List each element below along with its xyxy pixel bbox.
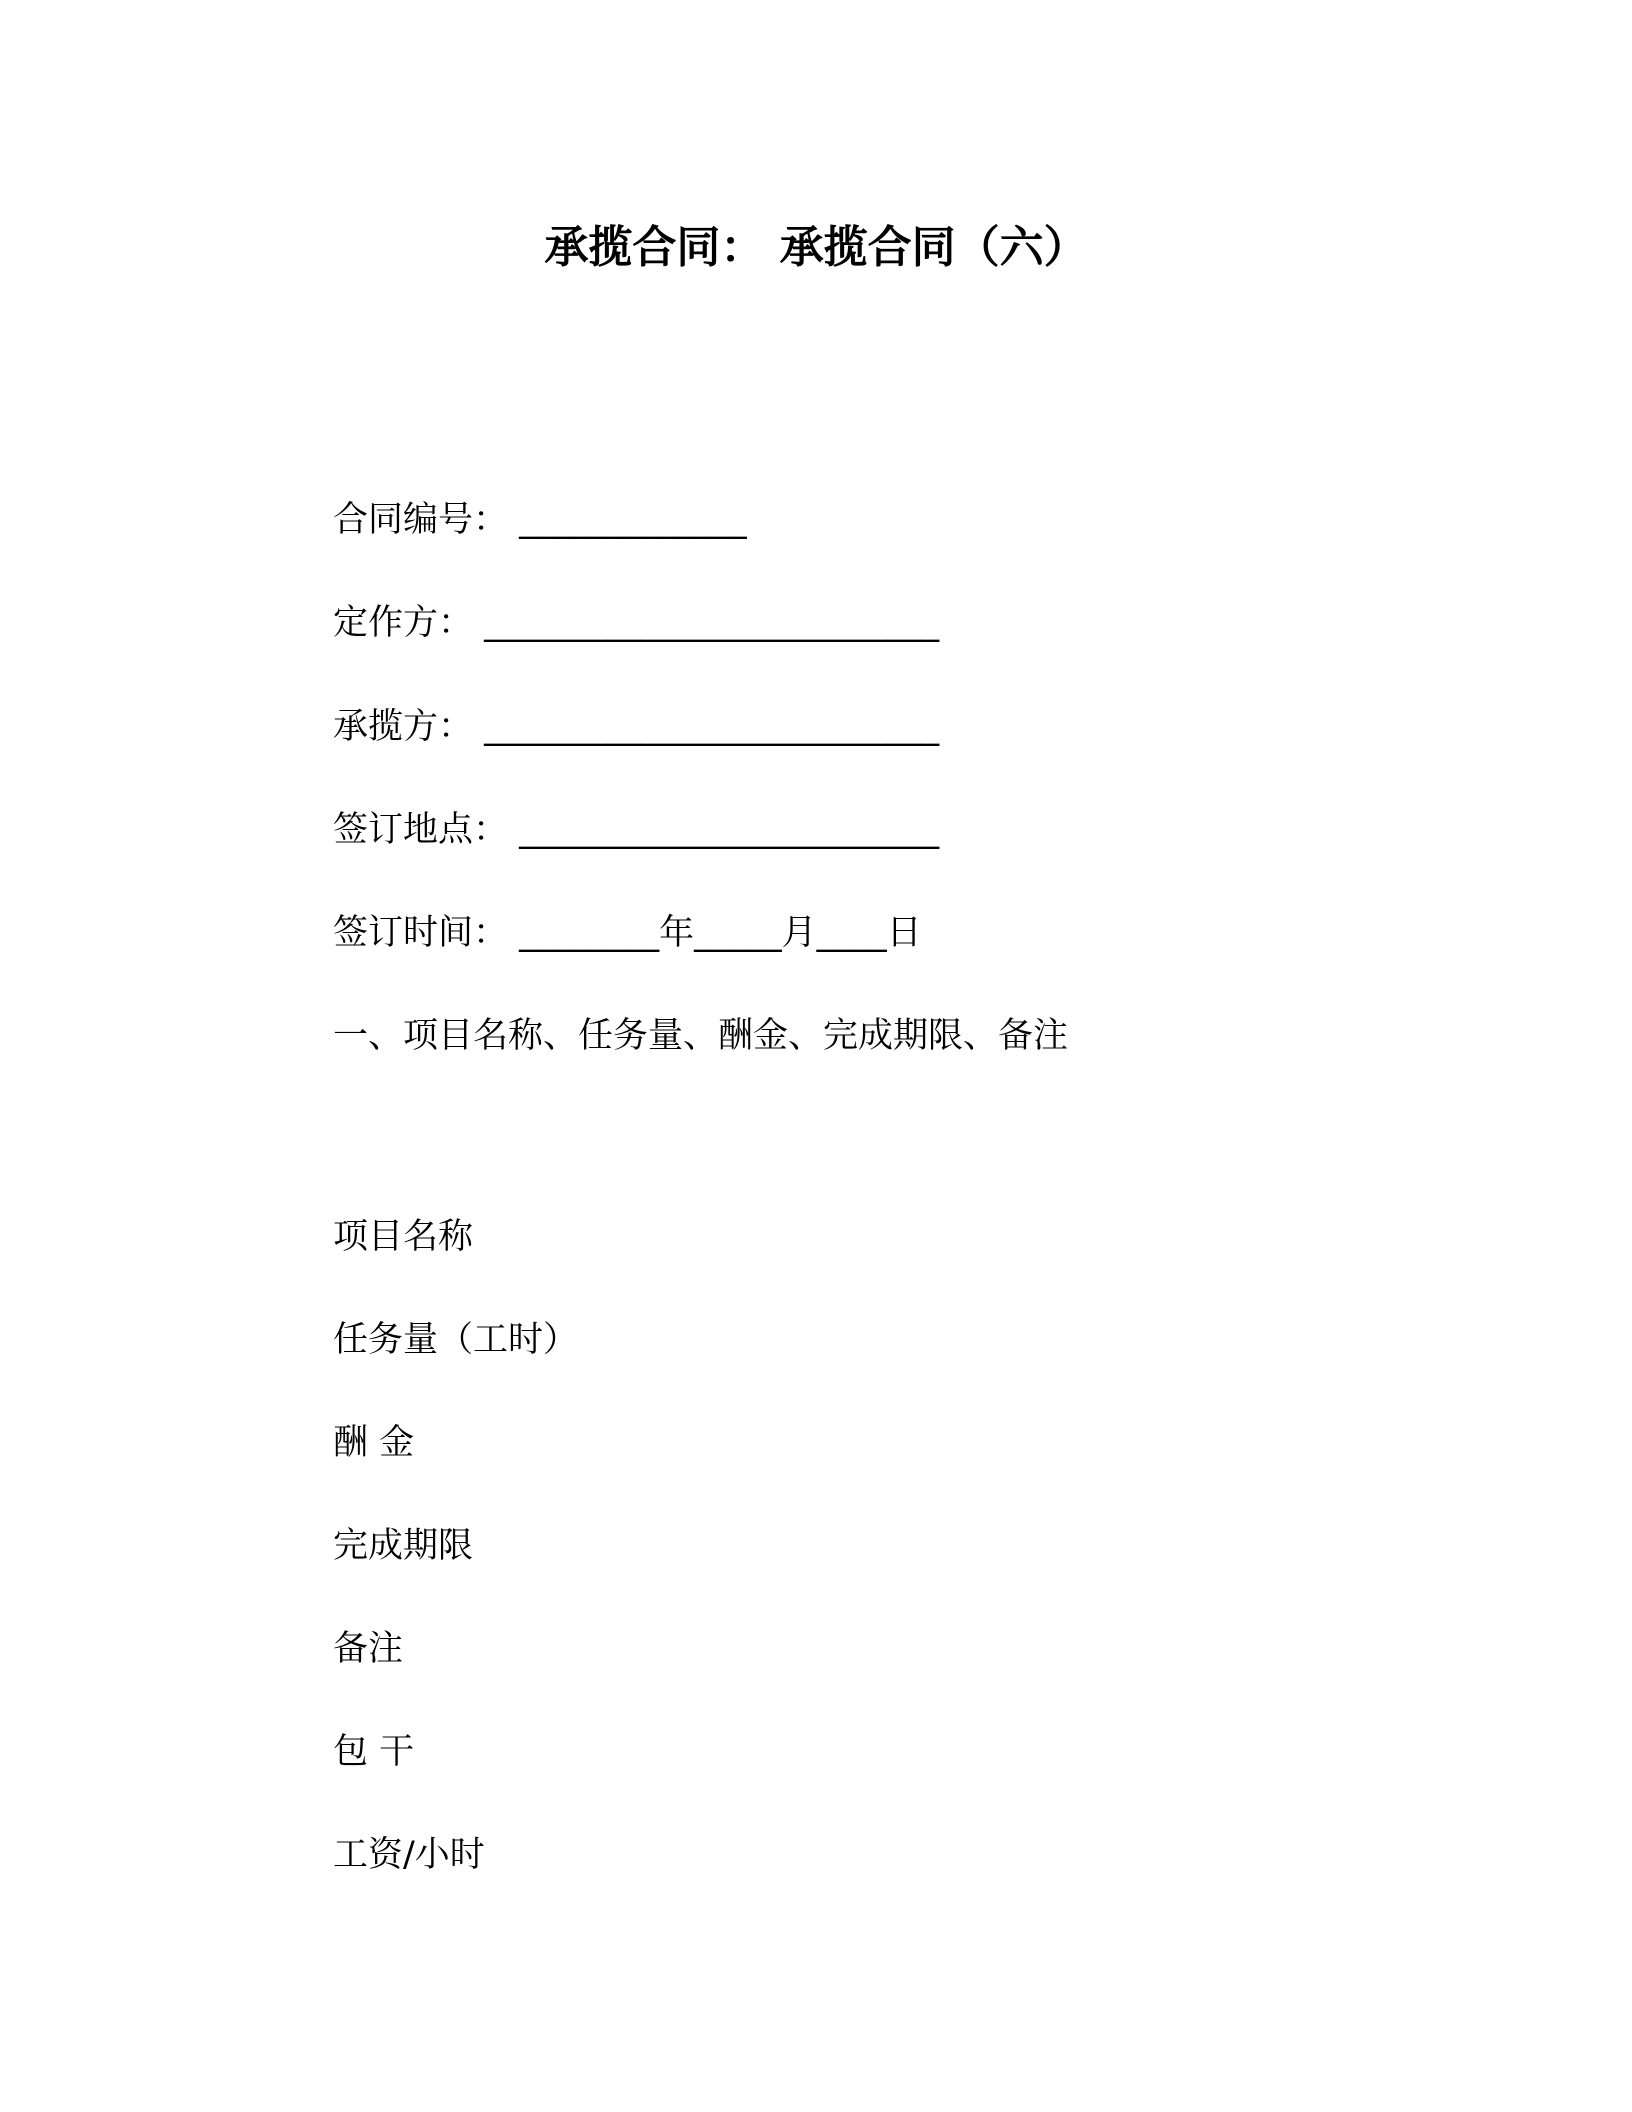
item-hourly-wage: 工资/小时 xyxy=(333,1835,485,1875)
field-blank: __________________________ xyxy=(484,603,940,643)
field-contract-number xyxy=(333,496,747,544)
field-blank: __________________________ xyxy=(484,707,940,747)
item-remarks: 备注 xyxy=(333,1629,404,1669)
item-project-name: 项目名称 xyxy=(333,1217,474,1257)
field-signing-date xyxy=(333,909,922,957)
field-signing-place xyxy=(333,806,939,854)
field-blank: ________年_____月____日 xyxy=(519,913,922,953)
field-label: 签订时间： xyxy=(333,913,509,953)
field-label: 签订地点： xyxy=(333,810,509,850)
field-orderer xyxy=(333,599,939,647)
field-contractor xyxy=(333,703,939,751)
item-lump-sum: 包 干 xyxy=(333,1732,415,1772)
item-deadline: 完成期限 xyxy=(333,1526,474,1566)
field-label: 承揽方： xyxy=(333,707,474,747)
item-workload: 任务量（工时） xyxy=(333,1320,579,1360)
item-remuneration: 酬 金 xyxy=(333,1423,415,1463)
document-title: 承揽合同： 承揽合同（六） xyxy=(544,222,1088,273)
field-blank: _____________ xyxy=(519,500,747,540)
section-heading: 一、项目名称、任务量、酬金、完成期限、备注 xyxy=(333,1016,1069,1056)
field-blank: ________________________ xyxy=(519,810,940,850)
field-label: 定作方： xyxy=(333,603,474,643)
field-label: 合同编号： xyxy=(333,500,509,540)
